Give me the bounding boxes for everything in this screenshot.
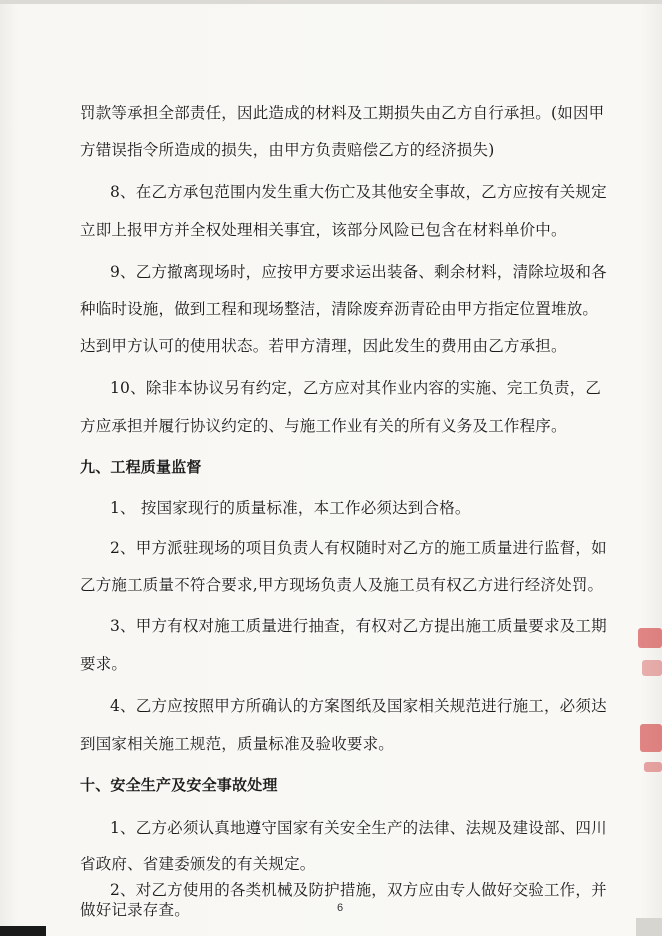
scan-corner-mark bbox=[0, 926, 46, 936]
section-heading-10: 十、安全生产及安全事故处理 bbox=[80, 776, 278, 794]
text-line-8: 10、除非本协议另有约定，乙方应对其作业内容的实施、完工负责，乙 bbox=[110, 379, 602, 397]
text-line-1: 罚款等承担全部责任，因此造成的材料及工期损失由乙方自行承担。(如因甲 bbox=[80, 104, 605, 122]
text-line-5: 9、乙方撤离现场时，应按甲方要求运出装备、剩余材料，清除垃圾和各 bbox=[110, 263, 607, 281]
text-line-22: 做好记录存查。 bbox=[80, 901, 190, 919]
text-line-19: 1、乙方必须认真地遵守国家有关安全生产的法律、法规及建设部、四川 bbox=[110, 819, 607, 837]
red-seal-fragment bbox=[642, 660, 662, 676]
text-line-12: 2、甲方派驻现场的项目负责人有权随时对乙方的施工质量进行监督，如 bbox=[110, 539, 607, 557]
text-line-11: 1、 按国家现行的质量标准，本工作必须达到合格。 bbox=[110, 499, 471, 517]
red-seal-fragment bbox=[644, 762, 662, 772]
scan-edge-speck bbox=[636, 918, 662, 936]
text-line-9: 方应承担并履行协议约定的、与施工作业有关的所有义务及工作程序。 bbox=[80, 417, 567, 435]
text-line-20: 省政府、省建委颁发的有关规定。 bbox=[80, 855, 316, 873]
text-line-15: 要求。 bbox=[80, 655, 128, 673]
text-line-3: 8、在乙方承包范围内发生重大伤亡及其他安全事故，乙方应按有关规定 bbox=[110, 183, 607, 201]
text-line-16: 4、乙方应按照甲方所确认的方案图纸及国家相关规范进行施工，必须达 bbox=[110, 697, 607, 715]
text-line-7: 达到甲方认可的使用状态。若甲方清理，因此发生的费用由乙方承担。 bbox=[80, 337, 567, 355]
text-line-6: 种临时设施，做到工程和现场整洁，清除废弃沥青砼由甲方指定位置堆放。 bbox=[80, 300, 599, 318]
red-seal-fragment bbox=[638, 628, 662, 648]
text-line-21: 2、对乙方使用的各类机械及防护措施，双方应由专人做好交验工作，并 bbox=[110, 881, 607, 899]
text-line-17: 到国家相关施工规范，质量标准及验收要求。 bbox=[80, 735, 395, 753]
text-line-2: 方错误指令所造成的损失，由甲方负责赔偿乙方的经济损失) bbox=[80, 141, 495, 159]
text-line-13: 乙方施工质量不符合要求,甲方现场负责人及施工员有权乙方进行经济处罚。 bbox=[80, 576, 604, 594]
text-line-14: 3、甲方有权对施工质量进行抽查，有权对乙方提出施工质量要求及工期 bbox=[110, 617, 607, 635]
scan-top-edge bbox=[0, 0, 662, 4]
page-number: 6 bbox=[337, 902, 344, 914]
red-seal-fragment bbox=[640, 724, 662, 752]
section-heading-9: 九、工程质量监督 bbox=[80, 458, 202, 476]
text-line-4: 立即上报甲方并全权处理相关事宜，该部分风险已包含在材料单价中。 bbox=[80, 221, 567, 239]
